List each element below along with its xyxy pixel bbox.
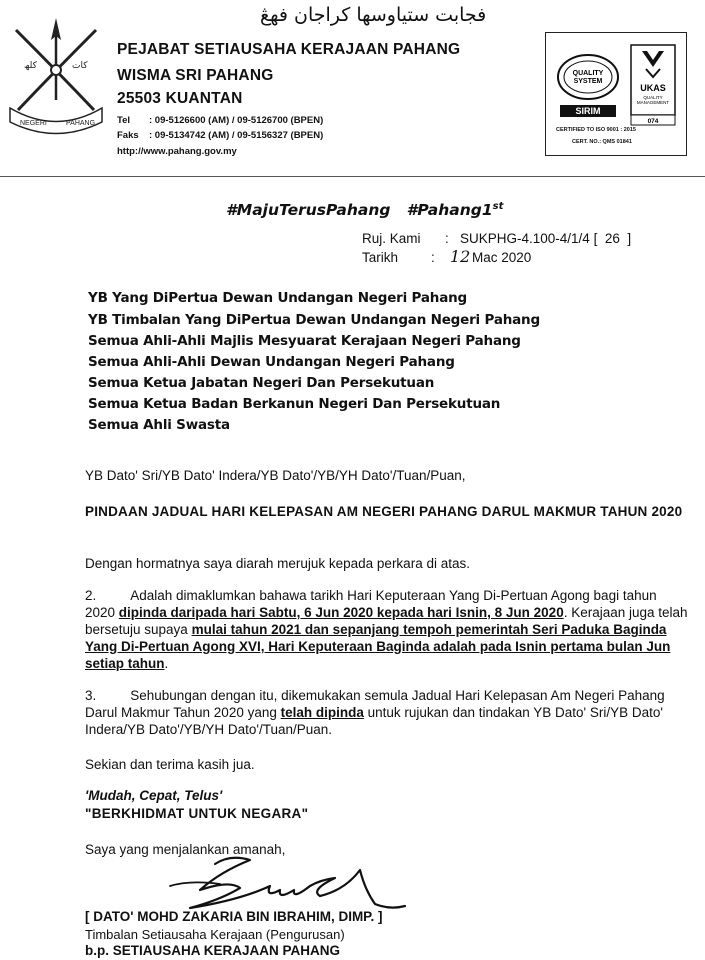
slogan: "BERKHIDMAT UNTUK NEGARA" xyxy=(85,806,309,821)
signer-name: [ DATO' MOHD ZAKARIA BIN IBRAHIM, DIMP. ] xyxy=(85,909,383,924)
paragraph-text: . xyxy=(164,656,169,671)
date-colon: : xyxy=(431,250,435,265)
tel-value: : 09-5126600 (AM) / 09-5126700 (BPEN) xyxy=(149,115,324,126)
recipient-line: Semua Ketua Jabatan Negeri Dan Persekutuan xyxy=(88,375,435,391)
recipient-line: Semua Ketua Badan Berkanun Negeri Dan Persekutuan xyxy=(88,396,501,412)
paragraph-number: 2. xyxy=(85,588,97,603)
cert-number-text: CERT. NO.: QMS 01841 xyxy=(572,139,632,145)
closing-line: Sekian dan terima kasih jua. xyxy=(85,757,255,772)
recipient-line: YB Timbalan Yang DiPertua Dewan Undangan Negeri Pahang xyxy=(88,312,540,328)
svg-text:MANAGEMENT: MANAGEMENT xyxy=(636,100,670,105)
jawi-office-name: فجابت ستياوسها كراجان فهڠ xyxy=(260,4,487,26)
svg-text:NEGERI: NEGERI xyxy=(20,120,47,127)
svg-text:ﮐﺎﺕ: ﮐﺎﺕ xyxy=(72,61,88,71)
recipient-line: Semua Ahli-Ahli Dewan Undangan Negeri Pahang xyxy=(88,354,455,370)
svg-text:SYSTEM: SYSTEM xyxy=(573,78,603,85)
svg-text:QUALITY: QUALITY xyxy=(572,70,604,77)
date-day-handwritten: 12 xyxy=(450,247,471,266)
iso-standard-text: CERTIFIED TO ISO 9001 : 2015 xyxy=(556,127,636,133)
hashtag-text: #MajuTerusPahang #Pahang1 xyxy=(226,201,493,220)
svg-text:PAHANG: PAHANG xyxy=(66,120,96,127)
date-label: Tarikh xyxy=(362,250,399,265)
motto: 'Mudah, Cepat, Telus' xyxy=(85,788,223,803)
office-postcode-city: 25503 KUANTAN xyxy=(117,90,243,107)
svg-text:ﮐﻠﮫ: ﮐﻠﮫ xyxy=(24,61,37,71)
letter-subject: PINDAAN JADUAL HARI KELEPASAN AM NEGERI PAHANG DARUL MAKMUR TAHUN 2020 xyxy=(85,504,683,519)
paragraph-text: . Kerajaan juga telah bersetuju supaya xyxy=(85,605,688,637)
underlined-amended: telah dipinda xyxy=(280,705,364,720)
hashtag-superscript: st xyxy=(492,201,504,212)
signer-organisation: b.p. SETIAUSAHA KERAJAAN PAHANG xyxy=(85,943,341,958)
trust-line: Saya yang menjalankan amanah, xyxy=(85,842,286,857)
intro-paragraph: Dengan hormatnya saya diarah merujuk kepada perkara di atas. xyxy=(85,556,470,571)
website-link[interactable]: http://www.pahang.gov.my xyxy=(117,146,237,157)
underlined-decision: mulai tahun 2021 dan sepanjang tempoh pemerintah Seri Paduka Baginda Yang Di-Pertuan Agong XVI, Hari Keputeraan Baginda adalah pada Isnin pertama bulan Jun setiap tahun xyxy=(85,622,671,671)
reference-label: Ruj. Kami xyxy=(362,231,421,246)
state-crest-logo xyxy=(6,10,106,140)
paragraph-text: Sehubungan dengan itu, dikemukakan semula Jadual Hari Kelepasan Am Negeri Pahang Darul Makmur Tahun 2020 yang xyxy=(85,688,665,720)
tel-label: Tel xyxy=(117,115,131,126)
office-building: WISMA SRI PAHANG xyxy=(117,67,274,84)
svg-text:SIRIM: SIRIM xyxy=(575,106,601,116)
recipient-line: Semua Ahli-Ahli Majlis Mesyuarat Kerajaan Negeri Pahang xyxy=(88,333,521,349)
svg-text:QUALITY: QUALITY xyxy=(643,95,663,100)
hashtag-line xyxy=(226,201,503,219)
iso-certification-badge xyxy=(545,32,687,156)
date-value: Mac 2020 xyxy=(472,250,532,265)
letterhead-divider xyxy=(0,176,705,177)
recipient-line: YB Yang DiPertua Dewan Undangan Negeri Pahang xyxy=(88,290,467,306)
salutation: YB Dato' Sri/YB Dato' Indera/YB Dato'/YB/YH Dato'/Tuan/Puan, xyxy=(85,468,466,483)
fax-label: Faks xyxy=(117,130,139,141)
paragraph-text: Adalah dimaklumkan bahawa tarikh Hari Keputeraan Yang Di-Pertuan Agong bagi tahun 2020 xyxy=(85,588,657,620)
paragraph-text: untuk rujukan dan tindakan YB Dato' Sri/YB Dato' Indera/YB Dato'/YB/YH Dato'/Tuan/Puan. xyxy=(85,705,663,737)
paragraph-number: 3. xyxy=(85,688,97,703)
signer-title: Timbalan Setiausaha Kerajaan (Pengurusan) xyxy=(85,927,345,942)
office-name: PEJABAT SETIAUSAHA KERAJAAN PAHANG xyxy=(117,41,461,58)
reference-number: : SUKPHG-4.100-4/1/4 [ 26 ] xyxy=(445,231,632,246)
svg-text:074: 074 xyxy=(647,118,659,125)
recipient-line: Semua Ahli Swasta xyxy=(88,417,230,433)
paragraph-2 xyxy=(85,587,690,672)
svg-text:UKAS: UKAS xyxy=(640,83,666,93)
fax-value: : 09-5134742 (AM) / 09-5156327 (BPEN) xyxy=(149,130,324,141)
underlined-amendment: dipinda daripada hari Sabtu, 6 Jun 2020 kepada hari Isnin, 8 Jun 2020 xyxy=(118,605,564,620)
paragraph-3 xyxy=(85,687,690,738)
